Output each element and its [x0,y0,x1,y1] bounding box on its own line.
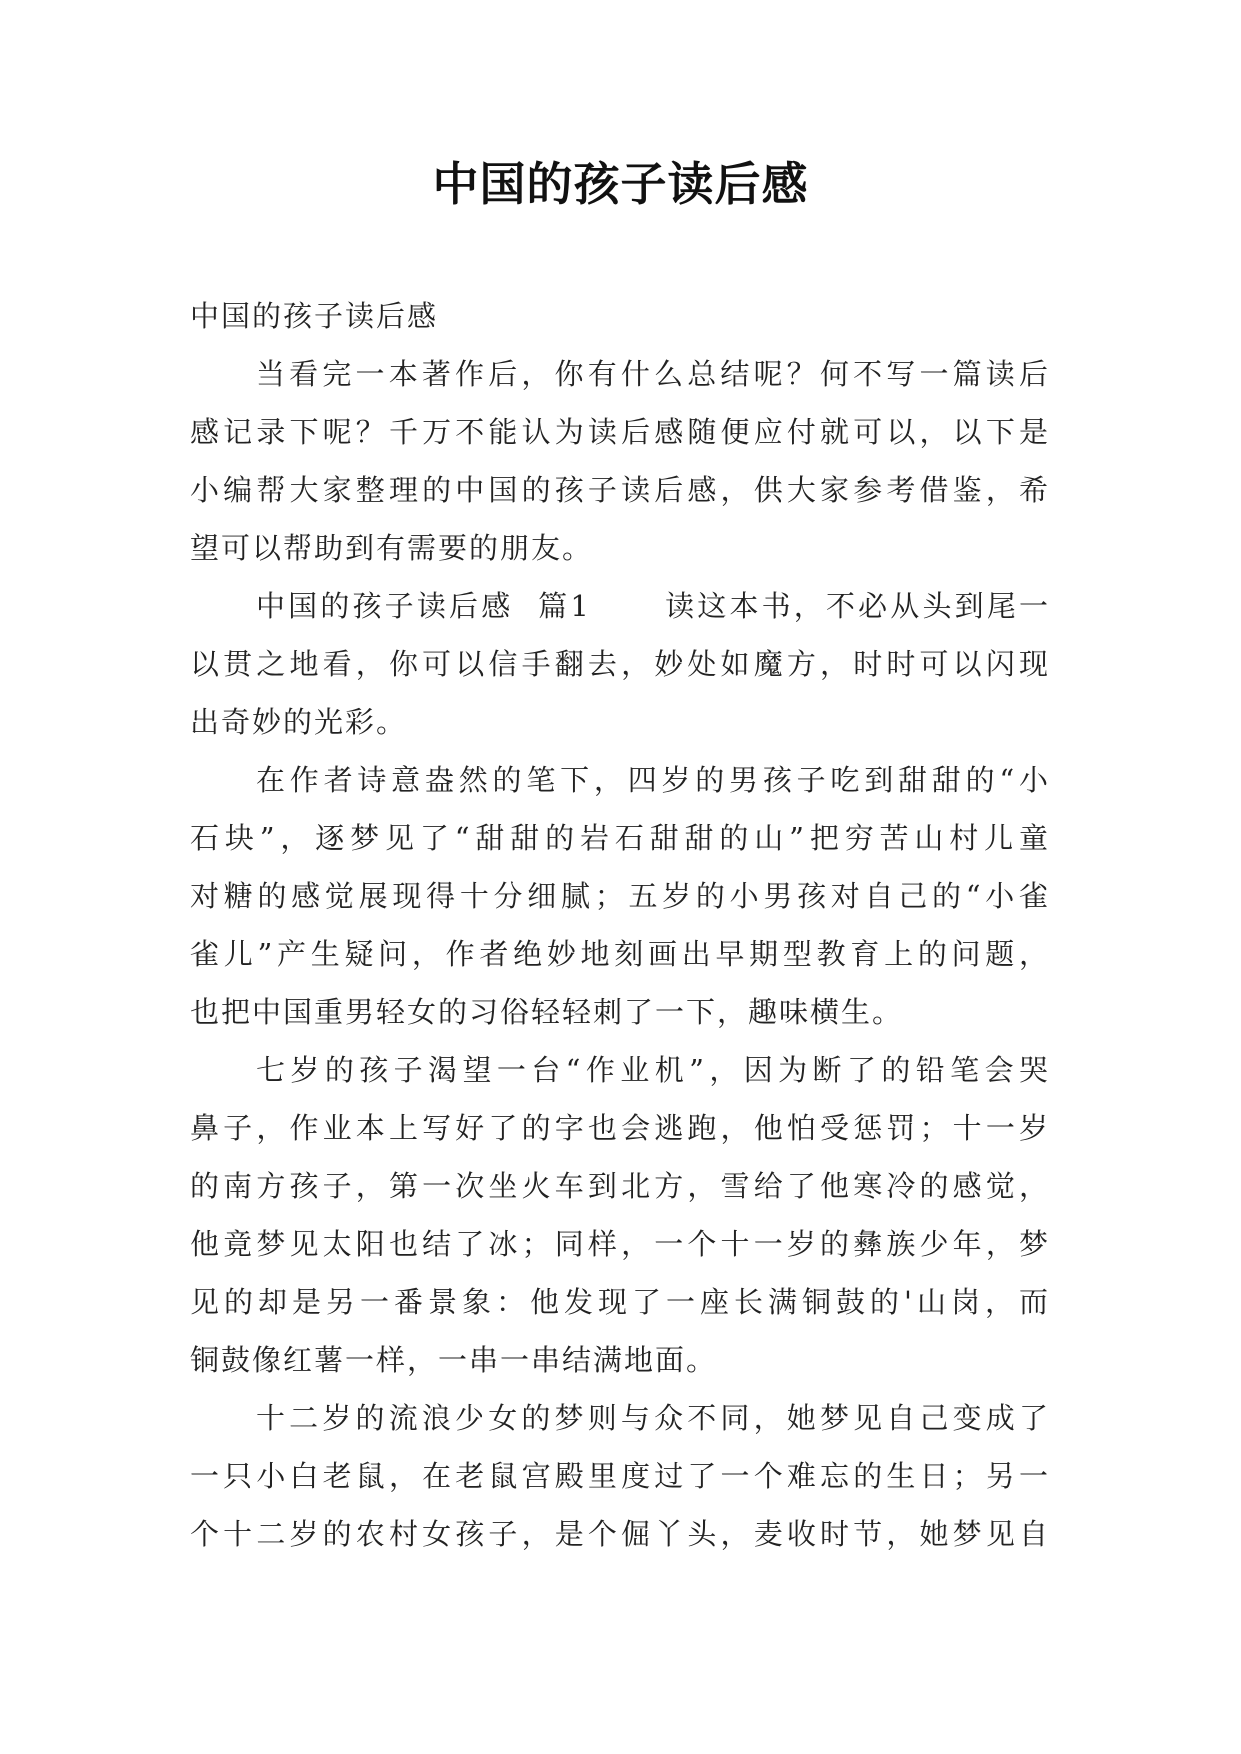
paragraph-line: 也把中国重男轻女的习俗轻轻刺了一下，趣味横生。 [190,995,904,1029]
paragraph-line: 见的却是另一番景象：他发现了一座长满铜鼓的'山岗，而 [190,1285,1050,1319]
paragraph-line: 以贯之地看，你可以信手翻去，妙处如魔方，时时可以闪现 [190,647,1050,681]
paragraph-line: 石块”，逐梦见了“甜甜的岩石甜甜的山”把穷苦山村儿童 [190,821,1050,855]
paragraph-line: 他竟梦见太阳也结了冰；同样，一个十一岁的彝族少年，梦 [190,1227,1050,1261]
paragraph-line: 对糖的感觉展现得十分细腻；五岁的小男孩对自己的“小雀 [190,879,1050,913]
paragraph-line: 七岁的孩子渴望一台“作业机”，因为断了的铅笔会哭 [256,1053,1050,1087]
paragraph-line: 雀儿”产生疑问，作者绝妙地刻画出早期型教育上的问题， [190,937,1050,971]
paragraph-line: 望可以帮助到有需要的朋友。 [190,531,594,565]
paragraph-line: 十二岁的流浪少女的梦则与众不同，她梦见自己变成了 [256,1401,1050,1435]
document-body [190,287,1050,1563]
paragraph-line: 出奇妙的光彩。 [190,705,408,739]
paragraph-line: 的南方孩子，第一次坐火车到北方，雪给了他寒冷的感觉， [190,1169,1050,1203]
paragraph-line: 在作者诗意盎然的笔下，四岁的男孩子吃到甜甜的“小 [256,763,1050,797]
paragraph-line: 感记录下呢？千万不能认为读后感随便应付就可以，以下是 [190,415,1050,449]
paragraph-line: 小编帮大家整理的中国的孩子读后感，供大家参考借鉴，希 [190,473,1050,507]
paragraph-line: 个十二岁的农村女孩子，是个倔丫头，麦收时节，她梦见自 [190,1517,1050,1551]
document-title: 中国的孩子读后感 [432,157,809,211]
paragraph-line: 一只小白老鼠，在老鼠宫殿里度过了一个难忘的生日；另一 [190,1459,1050,1493]
paragraph-line: 铜鼓像红薯一样，一串一串结满地面。 [190,1343,718,1377]
paragraph-line: 当看完一本著作后，你有什么总结呢？何不写一篇读后 [256,357,1050,391]
subtitle-line: 中国的孩子读后感 [190,299,439,333]
paragraph-line: 鼻子，作业本上写好了的字也会逃跑，他怕受惩罚；十一岁 [190,1111,1050,1145]
paragraph-line: 中国的孩子读后感 篇1 读这本书，不必从头到尾一 [256,589,1050,623]
